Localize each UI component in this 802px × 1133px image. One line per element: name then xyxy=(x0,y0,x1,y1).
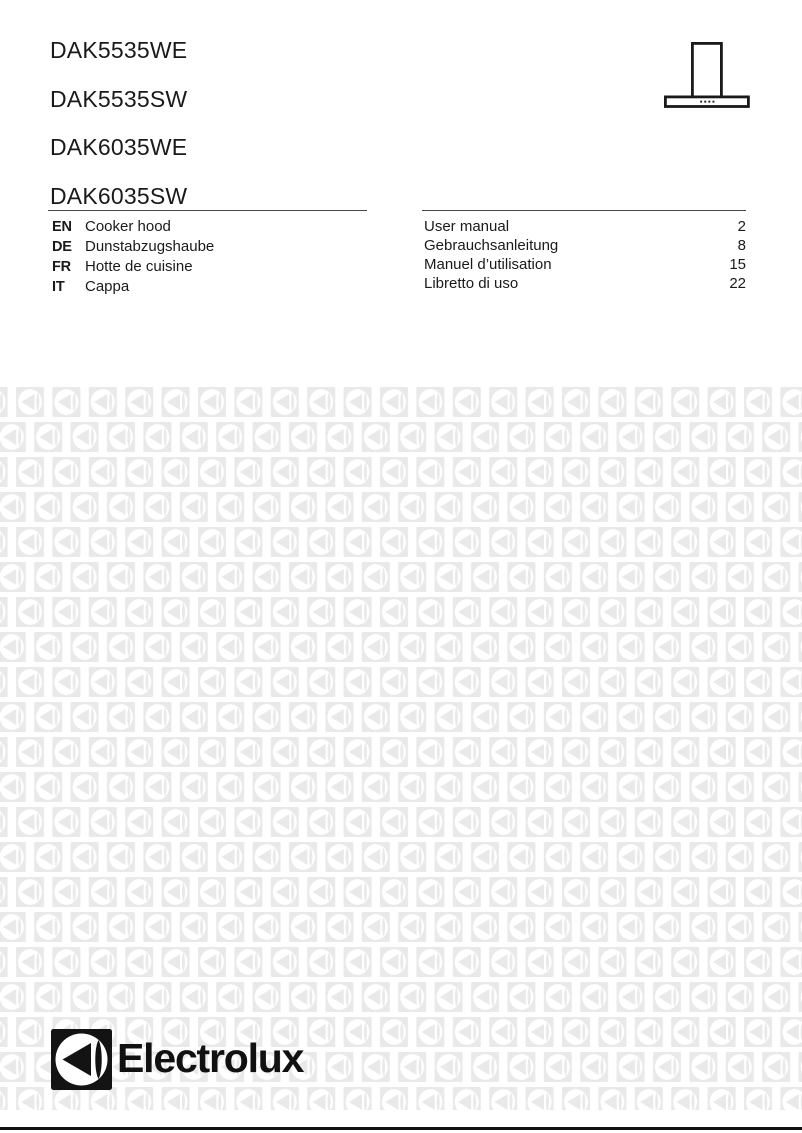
contents-row xyxy=(424,236,746,255)
product-name: Hotte de cuisine xyxy=(85,258,193,275)
electrolux-pattern xyxy=(0,387,802,1110)
electrolux-symbol-icon xyxy=(51,1029,112,1090)
document-title: Libretto di uso xyxy=(424,275,519,292)
contents-row xyxy=(424,255,746,274)
language-row xyxy=(52,257,367,277)
model-number: DAK6035WE xyxy=(50,134,188,161)
contents-column xyxy=(424,217,746,293)
model-number: DAK5535SW xyxy=(50,85,188,112)
language-code: DE xyxy=(52,239,72,255)
language-row xyxy=(52,237,367,257)
language-code: EN xyxy=(52,219,72,235)
document-title: Gebrauchsanleitung xyxy=(424,237,559,254)
product-name: Cooker hood xyxy=(85,218,171,235)
model-number: DAK6035SW xyxy=(50,182,188,209)
model-number: DAK5535WE xyxy=(50,37,188,63)
brand-wordmark: Electrolux xyxy=(117,1034,304,1081)
right-column-rule xyxy=(422,210,746,211)
language-code: FR xyxy=(52,259,71,275)
page-number: 22 xyxy=(729,275,746,292)
language-row xyxy=(52,217,367,237)
document-title: Manuel d’utilisation xyxy=(424,256,552,273)
left-column-rule xyxy=(48,210,367,211)
model-number-list xyxy=(50,38,187,208)
language-row xyxy=(52,277,367,297)
page-number: 2 xyxy=(737,218,746,235)
language-column xyxy=(52,217,367,297)
page-number: 15 xyxy=(729,256,746,273)
product-name: Dunstabzugshaube xyxy=(85,238,215,255)
product-name: Cappa xyxy=(85,278,130,295)
contents-row xyxy=(424,274,746,293)
language-code: IT xyxy=(52,279,65,295)
cooker-hood-icon xyxy=(663,39,751,109)
page-number: 8 xyxy=(737,237,746,254)
document-title: User manual xyxy=(424,218,510,235)
contents-row xyxy=(424,217,746,236)
footer-rule xyxy=(0,1127,802,1130)
